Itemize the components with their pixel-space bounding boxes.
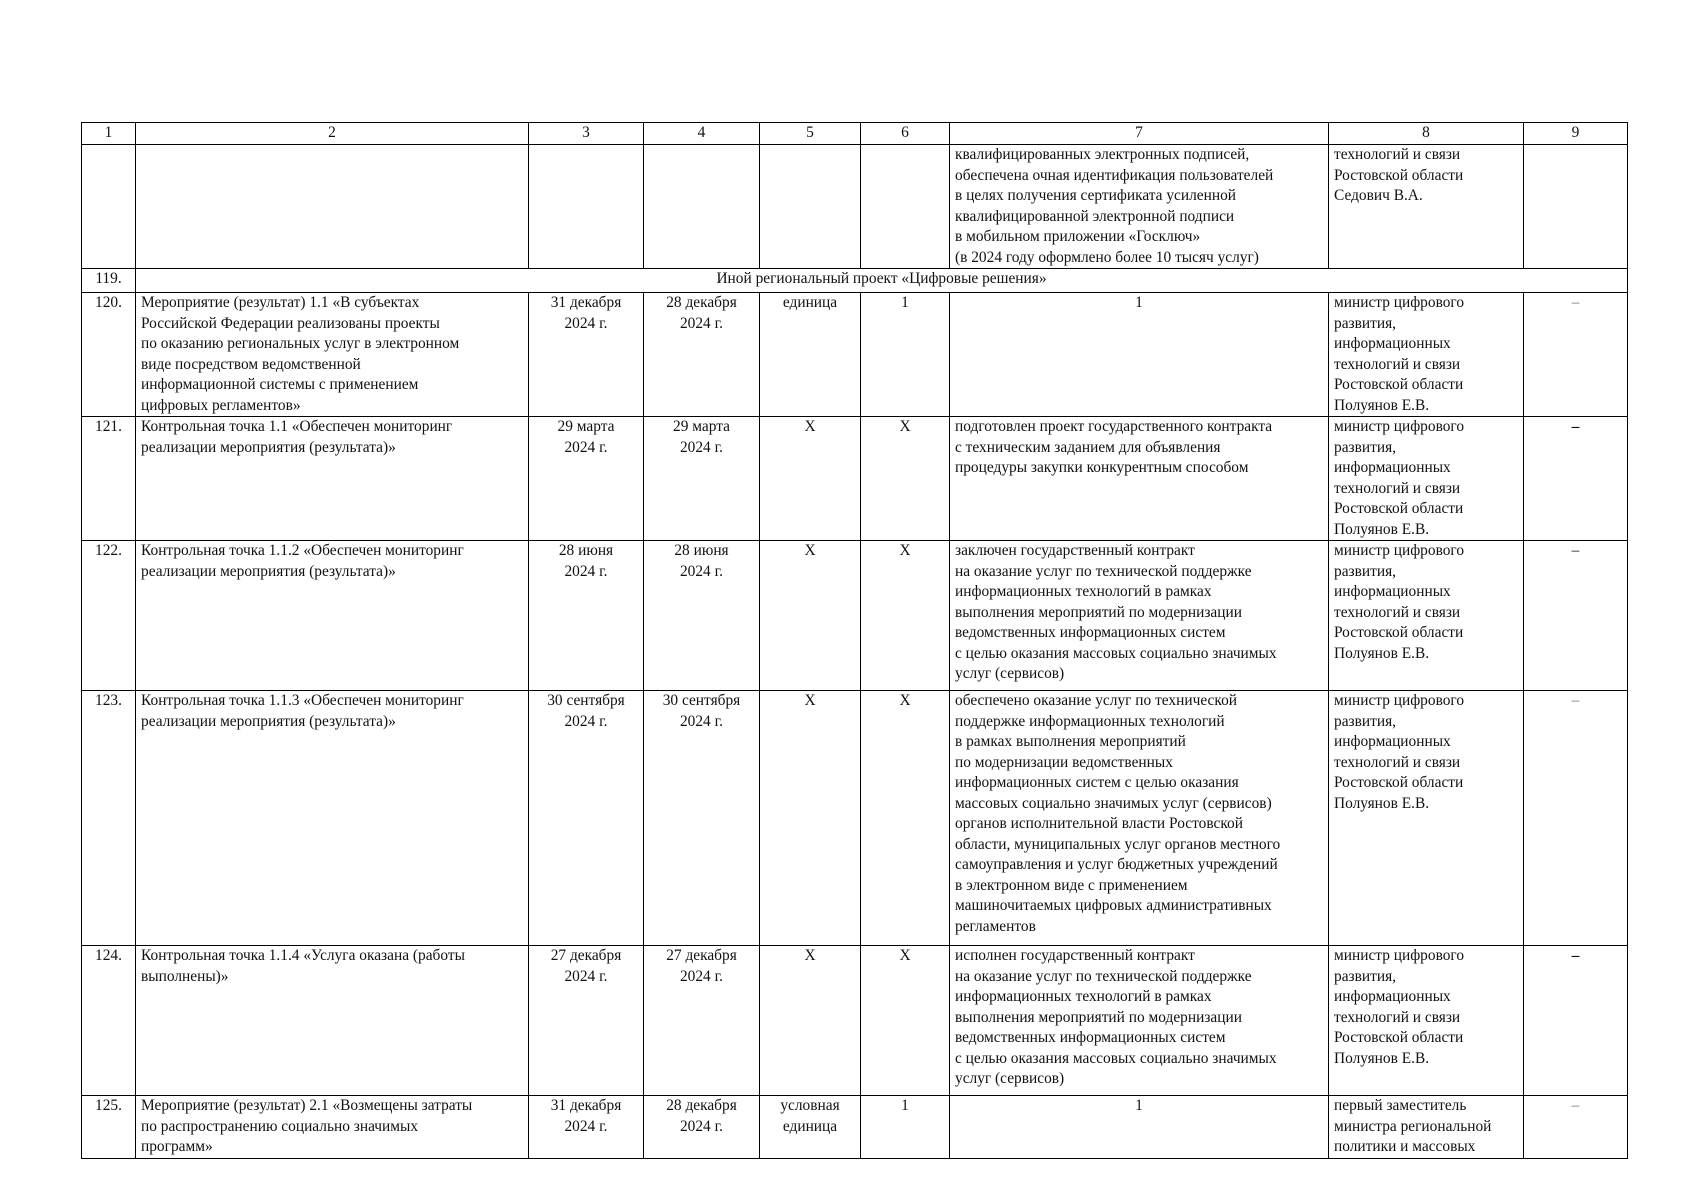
unit: X xyxy=(760,541,861,691)
date-fact: 27 декабря 2024 г. xyxy=(644,946,760,1096)
date-fact: 28 декабря 2024 г. xyxy=(644,1096,760,1159)
result-cell: 1 xyxy=(950,1096,1329,1159)
responsible-cell: министр цифрового развития, информационных технологий и связи Ростовской области Полуянов Е.В. xyxy=(1329,417,1524,541)
row-number: 122. xyxy=(82,541,136,691)
date-plan: 31 декабря 2024 г. xyxy=(529,1096,644,1159)
table-row xyxy=(82,1096,1628,1159)
table-row xyxy=(82,541,1628,691)
table-row xyxy=(82,946,1628,1096)
value-plan: X xyxy=(861,946,950,1096)
value-plan: X xyxy=(861,691,950,946)
cell-empty xyxy=(82,145,136,269)
cell-empty xyxy=(136,145,529,269)
note-cell: – xyxy=(1524,293,1628,417)
row-number: 120. xyxy=(82,293,136,417)
responsible-cell: технологий и связи Ростовской области Седович В.А. xyxy=(1329,145,1524,269)
document-page xyxy=(81,122,1627,1159)
note-cell: – xyxy=(1524,417,1628,541)
value-plan: X xyxy=(861,417,950,541)
result-cell: заключен государственный контракт на оказание услуг по технической поддержке информационных технологий в рамках выполнения мероприятий по модернизации ведомственных информационных систем с целью оказания массовых социально значимых услуг (сервисов) xyxy=(950,541,1329,691)
continuation-row xyxy=(82,145,1628,269)
column-number-header: 6 xyxy=(861,123,950,145)
value-plan: 1 xyxy=(861,293,950,417)
note-cell: – xyxy=(1524,691,1628,946)
row-number: 124. xyxy=(82,946,136,1096)
unit: X xyxy=(760,417,861,541)
table-row xyxy=(82,293,1628,417)
result-cell: 1 xyxy=(950,293,1329,417)
date-fact: 28 декабря 2024 г. xyxy=(644,293,760,417)
note-cell: – xyxy=(1524,946,1628,1096)
cell-empty xyxy=(861,145,950,269)
date-plan: 28 июня 2024 г. xyxy=(529,541,644,691)
date-fact: 28 июня 2024 г. xyxy=(644,541,760,691)
column-number-header: 5 xyxy=(760,123,861,145)
report-table xyxy=(81,122,1628,1159)
event-name: Контрольная точка 1.1.3 «Обеспечен мониторинг реализации мероприятия (результата)» xyxy=(136,691,529,946)
column-number-header: 3 xyxy=(529,123,644,145)
unit: единица xyxy=(760,293,861,417)
responsible-cell: министр цифрового развития, информационных технологий и связи Ростовской области Полуянов Е.В. xyxy=(1329,691,1524,946)
table-row xyxy=(82,691,1628,946)
column-number-header: 2 xyxy=(136,123,529,145)
row-number: 125. xyxy=(82,1096,136,1159)
value-plan: 1 xyxy=(861,1096,950,1159)
date-fact: 29 марта 2024 г. xyxy=(644,417,760,541)
unit: X xyxy=(760,691,861,946)
result-cell: обеспечено оказание услуг по технической поддержке информационных технологий в рамках выполнения мероприятий по модернизации ведомственных информационных систем с целью оказания массовых социально значимых услуг (сервисов) органов исполнительной власти Ростовской области, муниципальных услуг органов местного самоуправления и услуг бюджетных учреждений в электронном виде с применением машиночитаемых цифровых административных регламентов xyxy=(950,691,1329,946)
event-name: Мероприятие (результат) 2.1 «Возмещены затраты по распространению социально значимых программ» xyxy=(136,1096,529,1159)
date-plan: 29 марта 2024 г. xyxy=(529,417,644,541)
cell-empty xyxy=(644,145,760,269)
date-fact: 30 сентября 2024 г. xyxy=(644,691,760,946)
unit: условная единица xyxy=(760,1096,861,1159)
event-name: Контрольная точка 1.1.4 «Услуга оказана (работы выполнены)» xyxy=(136,946,529,1096)
responsible-cell: министр цифрового развития, информационных технологий и связи Ростовской области Полуянов Е.В. xyxy=(1329,946,1524,1096)
column-number-header: 1 xyxy=(82,123,136,145)
responsible-cell: первый заместитель министра региональной политики и массовых xyxy=(1329,1096,1524,1159)
table-row xyxy=(82,417,1628,541)
row-number: 123. xyxy=(82,691,136,946)
cell-empty xyxy=(529,145,644,269)
row-number: 121. xyxy=(82,417,136,541)
result-cell: исполнен государственный контракт на оказание услуг по технической поддержке информационных технологий в рамках выполнения мероприятий по модернизации ведомственных информационных систем с целью оказания массовых социально значимых услуг (сервисов) xyxy=(950,946,1329,1096)
column-number-row xyxy=(82,123,1628,145)
note-cell: – xyxy=(1524,1096,1628,1159)
date-plan: 27 декабря 2024 г. xyxy=(529,946,644,1096)
event-name: Мероприятие (результат) 1.1 «В субъектах Российской Федерации реализованы проекты по оказанию региональных услуг в электронном виде посредством ведомственной информационной системы с применением цифровых регламентов» xyxy=(136,293,529,417)
note-cell: – xyxy=(1524,541,1628,691)
result-cell: квалифицированных электронных подписей, обеспечена очная идентификация пользователей в целях получения сертификата усиленной квалифицированной электронной подписи в мобильном приложении «Госключ» (в 2024 году оформлено более 10 тысяч услуг) xyxy=(950,145,1329,269)
cell-empty xyxy=(760,145,861,269)
cell-empty xyxy=(1524,145,1628,269)
column-number-header: 8 xyxy=(1329,123,1524,145)
responsible-cell: министр цифрового развития, информационных технологий и связи Ростовской области Полуянов Е.В. xyxy=(1329,293,1524,417)
date-plan: 30 сентября 2024 г. xyxy=(529,691,644,946)
section-row xyxy=(82,269,1628,293)
value-plan: X xyxy=(861,541,950,691)
unit: X xyxy=(760,946,861,1096)
row-number: 119. xyxy=(82,269,136,293)
event-name: Контрольная точка 1.1 «Обеспечен мониторинг реализации мероприятия (результата)» xyxy=(136,417,529,541)
result-cell: подготовлен проект государственного контракта с техническим заданием для объявления процедуры закупки конкурентным способом xyxy=(950,417,1329,541)
date-plan: 31 декабря 2024 г. xyxy=(529,293,644,417)
column-number-header: 9 xyxy=(1524,123,1628,145)
section-title: Иной региональный проект «Цифровые решения» xyxy=(136,269,1628,293)
column-number-header: 7 xyxy=(950,123,1329,145)
responsible-cell: министр цифрового развития, информационных технологий и связи Ростовской области Полуянов Е.В. xyxy=(1329,541,1524,691)
event-name: Контрольная точка 1.1.2 «Обеспечен мониторинг реализации мероприятия (результата)» xyxy=(136,541,529,691)
column-number-header: 4 xyxy=(644,123,760,145)
